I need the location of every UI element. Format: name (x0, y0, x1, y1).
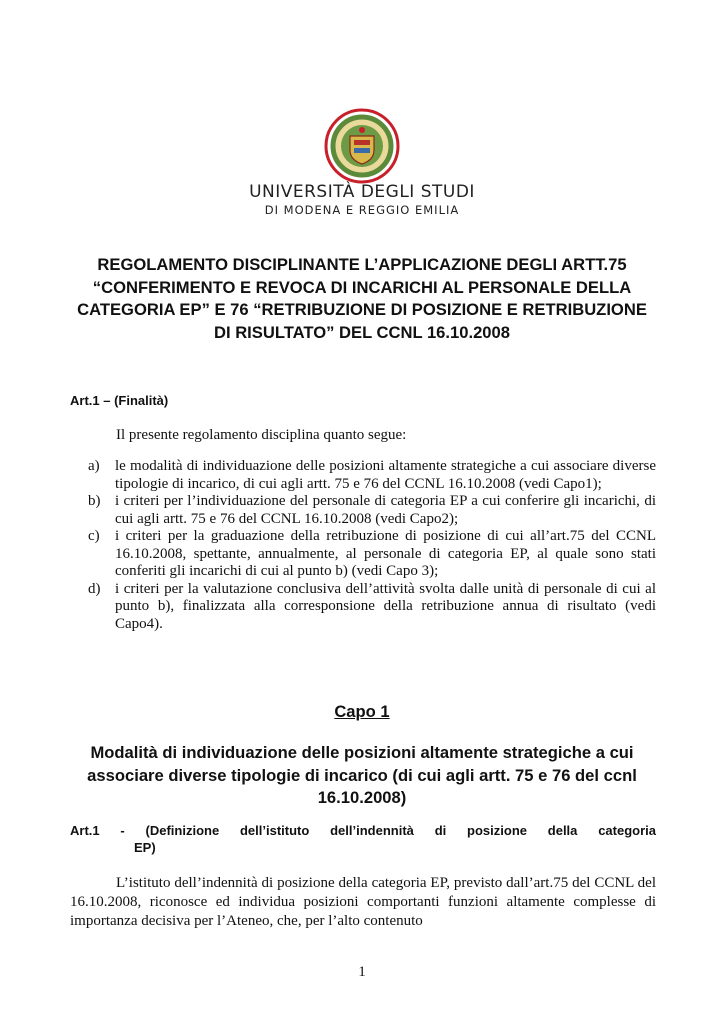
list-item-label: d) (88, 580, 101, 597)
list-item-label: b) (88, 493, 101, 509)
university-name (0, 182, 724, 218)
article-definition-heading: Art.1 - (Definizione dell’istituto dell’indennità di posizione della categoria (70, 823, 656, 838)
list-item (88, 493, 656, 528)
list-item (88, 458, 656, 493)
list-item-text: i criteri per la graduazione della retribuzione di posizione di cui all’art.75 del CCNL 16.10.2008, spettante, annualmente, al personale di categoria EP, al quale sono stati conferiti gli incarichi di cui al punto b) (vedi Capo 3); (115, 528, 656, 579)
document-title: REGOLAMENTO DISCIPLINANTE L’APPLICAZIONE DEGLI ARTT.75 “CONFERIMENTO E REVOCA DI INCARICHI AL PERSONALE DELLA CATEGORIA EP” E 76 “RETRIBUZIONE DI POSIZIONE E RETRIBUZIONE DI RISULTATO” DEL CCNL 16.10.2008 (77, 255, 647, 342)
page-number: 1 (358, 964, 366, 980)
list-item-label: c) (88, 528, 100, 544)
body-paragraph: L’istituto dell’indennità di posizione della categoria EP, previsto dall’art.75 del CCNL del 16.10.2008, riconosce ed individua posizioni comportanti funzioni altamente complesse di importanza decisiva per l’Ateneo, che, per l’alto contenuto (70, 875, 656, 929)
chapter-subtitle: Modalità di individuazione delle posizioni altamente strategiche a cui associare diverse tipologie di incarico (di cui agli artt. 75 e 76 del ccnl 16.10.2008) (87, 743, 637, 807)
list-item-text: i criteri per l’individuazione del personale di categoria EP a cui conferire gli incarichi, di cui agli artt. 75 e 76 del CCNL 16.10.2008 (vedi Capo2); (115, 493, 656, 527)
university-name-line2: DI MODENA E REGGIO EMILIA (264, 203, 460, 217)
chapter-title: Capo 1 (334, 702, 390, 721)
university-seal-icon (324, 108, 400, 184)
scope-list (88, 458, 656, 633)
article-definition-heading-cont: EP) (134, 840, 156, 855)
list-item (88, 581, 656, 634)
list-item-text: le modalità di individuazione delle posizioni altamente strategiche a cui associare diverse tipologie di incarico, di cui agli artt. 75 e 76 del CCNL 16.10.2008 (vedi Capo1); (115, 458, 656, 492)
list-item-label: a) (88, 458, 100, 474)
list-item-text: i criteri per la valutazione conclusiva dell’attività svolta dalle unità di personale di cui al punto b), finalizzata alla corresponsione della retribuzione annua di risultato (vedi Capo4). (115, 580, 656, 632)
university-name-line1: UNIVERSITÀ DEGLI STUDI (249, 182, 475, 202)
intro-text: Il presente regolamento disciplina quanto segue: (116, 427, 407, 443)
article-1-heading: Art.1 – (Finalità) (70, 393, 169, 408)
list-item (88, 528, 656, 581)
